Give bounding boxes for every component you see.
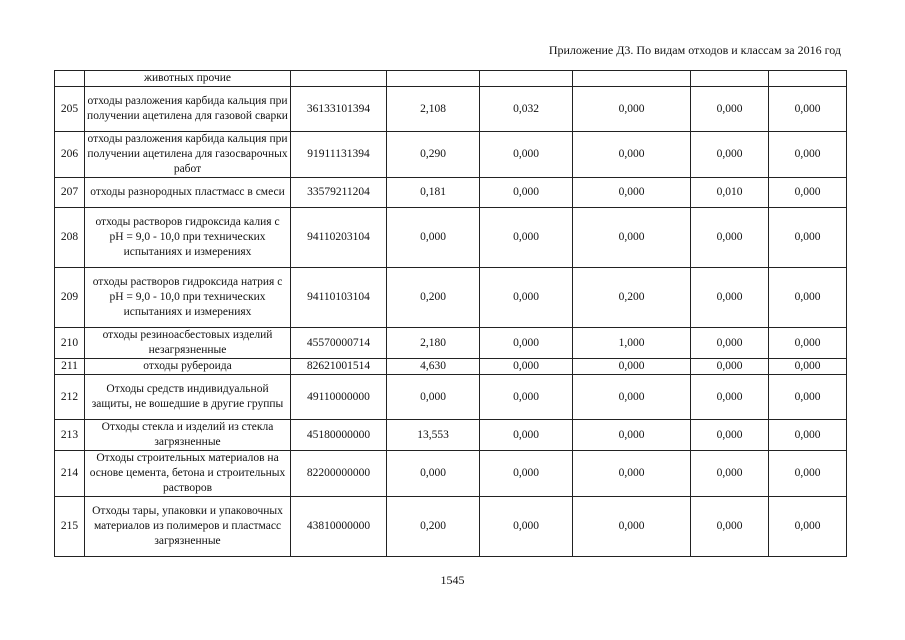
- value-cell: 0,000: [691, 268, 769, 328]
- value-cell: 0,000: [573, 208, 691, 268]
- waste-name-cell: отходы растворов гидроксида калия с рН = 9,0 - 10,0 при технических испытаниях и измерениях: [85, 208, 291, 268]
- waste-name-cell: Отходы строительных материалов на основе цемента, бетона и строительных растворов: [85, 451, 291, 497]
- value-cell: 0,000: [573, 359, 691, 375]
- value-cell: 1,000: [573, 328, 691, 359]
- value-cell: 4,630: [387, 359, 480, 375]
- table-row: [55, 328, 847, 359]
- value-cell: 0,000: [480, 375, 573, 420]
- table-row: [55, 178, 847, 208]
- row-number-cell: 209: [55, 268, 85, 328]
- waste-name-cell: Отходы средств индивидуальной защиты, не вошедшие в другие группы: [85, 375, 291, 420]
- value-cell: 0,000: [573, 420, 691, 451]
- value-cell: 0,032: [480, 87, 573, 132]
- value-cell: 0,000: [480, 328, 573, 359]
- waste-code-cell: 91911131394: [291, 132, 387, 178]
- value-cell: 0,000: [480, 420, 573, 451]
- row-number-cell: 214: [55, 451, 85, 497]
- value-cell: 0,000: [573, 451, 691, 497]
- value-cell: 0,000: [573, 178, 691, 208]
- row-number-cell: 215: [55, 497, 85, 557]
- value-cell: 0,000: [769, 328, 847, 359]
- value-cell: 0,000: [573, 375, 691, 420]
- value-cell: 2,180: [387, 328, 480, 359]
- value-cell: 0,000: [769, 497, 847, 557]
- value-cell: 0,000: [480, 451, 573, 497]
- row-number-cell: [55, 71, 85, 87]
- value-cell: 0,000: [691, 451, 769, 497]
- row-number-cell: 205: [55, 87, 85, 132]
- value-cell: 0,000: [480, 178, 573, 208]
- waste-code-cell: 45180000000: [291, 420, 387, 451]
- value-cell: 0,000: [769, 359, 847, 375]
- value-cell: 13,553: [387, 420, 480, 451]
- value-cell: 0,000: [387, 451, 480, 497]
- waste-code-cell: 94110203104: [291, 208, 387, 268]
- table-row: [55, 497, 847, 557]
- waste-name-cell: животных прочие: [85, 71, 291, 87]
- row-number-cell: 208: [55, 208, 85, 268]
- value-cell: 0,000: [573, 132, 691, 178]
- table-row: [55, 208, 847, 268]
- value-cell: 0,000: [769, 375, 847, 420]
- value-cell: 0,000: [769, 178, 847, 208]
- waste-code-cell: 82200000000: [291, 451, 387, 497]
- waste-name-cell: отходы разложения карбида кальция при получении ацетилена для газосварочных работ: [85, 132, 291, 178]
- value-cell: 0,000: [691, 359, 769, 375]
- value-cell: 0,290: [387, 132, 480, 178]
- value-cell: 0,000: [387, 208, 480, 268]
- value-cell: 0,200: [387, 497, 480, 557]
- table-row: [55, 359, 847, 375]
- value-cell: 0,000: [691, 375, 769, 420]
- value-cell: 0,000: [480, 268, 573, 328]
- value-cell: 0,200: [573, 268, 691, 328]
- waste-name-cell: отходы растворов гидроксида натрия с рН = 9,0 - 10,0 при технических испытаниях и измерениях: [85, 268, 291, 328]
- waste-table: [54, 70, 847, 557]
- value-cell: [691, 71, 769, 87]
- value-cell: 0,000: [691, 132, 769, 178]
- table-row: [55, 268, 847, 328]
- waste-code-cell: 49110000000: [291, 375, 387, 420]
- table-row: [55, 451, 847, 497]
- table-row: [55, 132, 847, 178]
- value-cell: 0,200: [387, 268, 480, 328]
- value-cell: 0,010: [691, 178, 769, 208]
- row-number-cell: 212: [55, 375, 85, 420]
- waste-name-cell: Отходы тары, упаковки и упаковочных материалов из полимеров и пластмасс загрязненные: [85, 497, 291, 557]
- value-cell: [573, 71, 691, 87]
- row-number-cell: 213: [55, 420, 85, 451]
- value-cell: [387, 71, 480, 87]
- value-cell: 0,000: [769, 451, 847, 497]
- waste-code-cell: 33579211204: [291, 178, 387, 208]
- value-cell: 0,000: [769, 268, 847, 328]
- value-cell: 0,000: [480, 132, 573, 178]
- waste-code-cell: 43810000000: [291, 497, 387, 557]
- value-cell: [769, 71, 847, 87]
- row-number-cell: 206: [55, 132, 85, 178]
- waste-name-cell: отходы разложения карбида кальция при получении ацетилена для газовой сварки: [85, 87, 291, 132]
- page-header: Приложение Д3. По видам отходов и классам за 2016 год: [548, 43, 841, 57]
- waste-code-cell: 45570000714: [291, 328, 387, 359]
- value-cell: 0,000: [573, 87, 691, 132]
- value-cell: 0,000: [480, 359, 573, 375]
- table-row: [55, 420, 847, 451]
- value-cell: 2,108: [387, 87, 480, 132]
- row-number-cell: 207: [55, 178, 85, 208]
- row-number-cell: 210: [55, 328, 85, 359]
- value-cell: 0,000: [691, 420, 769, 451]
- value-cell: 0,000: [691, 87, 769, 132]
- page-number: 1545: [440, 573, 465, 587]
- waste-name-cell: отходы резиноасбестовых изделий незагрязненные: [85, 328, 291, 359]
- waste-name-cell: Отходы стекла и изделий из стекла загрязненные: [85, 420, 291, 451]
- table-row: [55, 375, 847, 420]
- waste-code-cell: 82621001514: [291, 359, 387, 375]
- value-cell: 0,181: [387, 178, 480, 208]
- table-row: [55, 87, 847, 132]
- value-cell: 0,000: [769, 87, 847, 132]
- value-cell: 0,000: [769, 208, 847, 268]
- value-cell: 0,000: [769, 132, 847, 178]
- value-cell: 0,000: [480, 208, 573, 268]
- value-cell: 0,000: [691, 328, 769, 359]
- waste-code-cell: 36133101394: [291, 87, 387, 132]
- value-cell: 0,000: [769, 420, 847, 451]
- value-cell: [480, 71, 573, 87]
- row-number-cell: 211: [55, 359, 85, 375]
- value-cell: 0,000: [480, 497, 573, 557]
- value-cell: 0,000: [387, 375, 480, 420]
- value-cell: 0,000: [573, 497, 691, 557]
- table-row-continuation: [55, 71, 847, 87]
- waste-name-cell: отходы рубероида: [85, 359, 291, 375]
- value-cell: 0,000: [691, 208, 769, 268]
- waste-code-cell: 94110103104: [291, 268, 387, 328]
- waste-code-cell: [291, 71, 387, 87]
- waste-name-cell: отходы разнородных пластмасс в смеси: [85, 178, 291, 208]
- value-cell: 0,000: [691, 497, 769, 557]
